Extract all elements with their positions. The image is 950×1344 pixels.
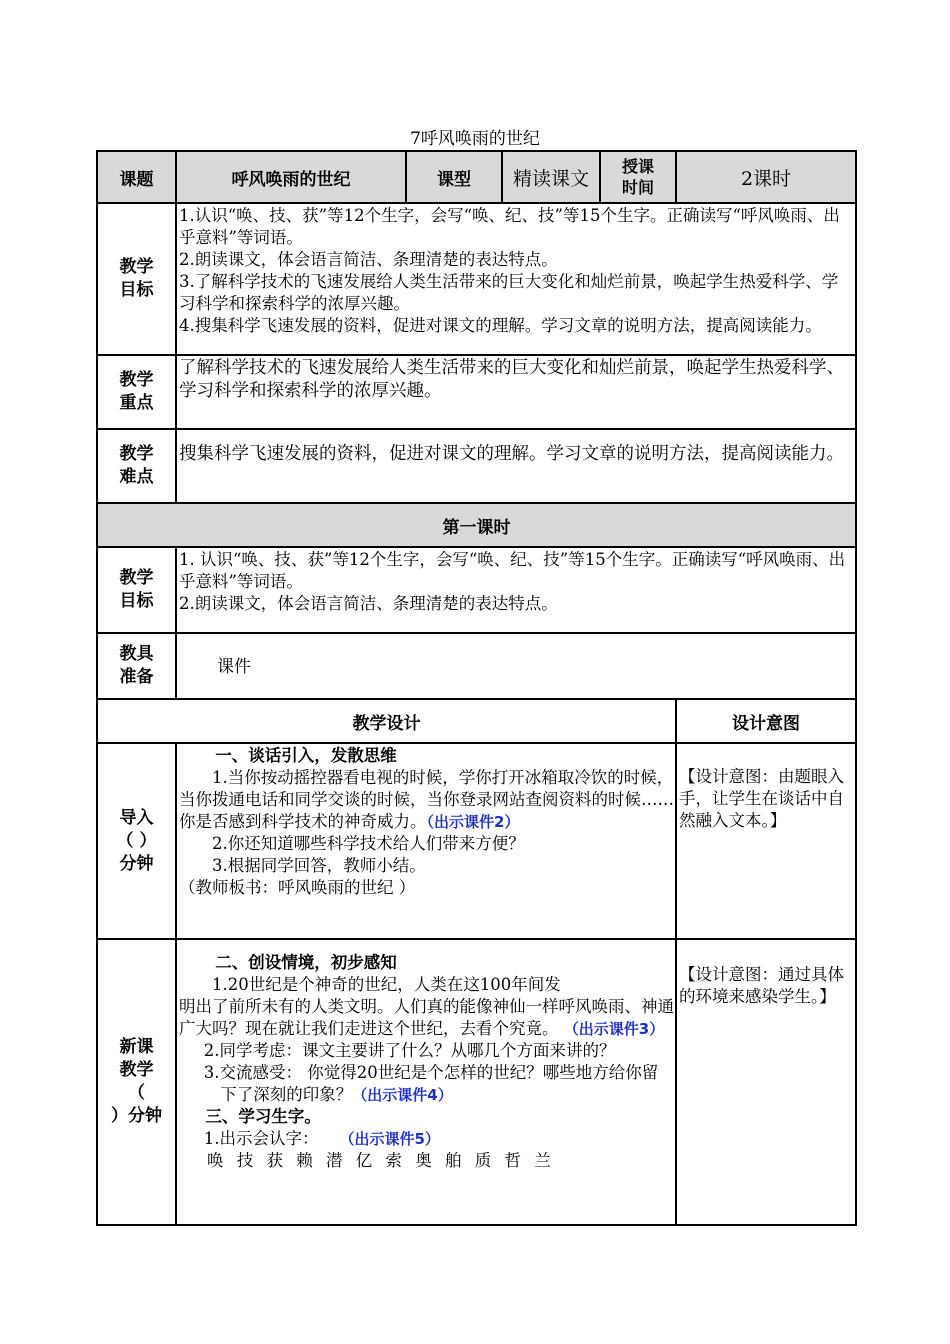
topic-value: 呼风唤雨的世纪 [176,151,406,203]
new-lesson-paragraph [179,1128,674,1150]
new-lesson-row [97,939,856,1225]
courseware-link[interactable]: （出示课件2） [426,813,520,831]
intro-label [97,743,176,939]
goals-label-line1: 教学 [119,257,154,277]
new-lesson-content [176,939,676,1225]
goal-item: 2.朗读课文，体会语言简洁、条理清楚的表达特点。 [179,250,558,269]
tools-label-line2: 准备 [119,667,154,687]
time-value: 2课时 [676,151,856,203]
key-points-text: 了解科学技术的飞速发展给人类生活带来的巨大变化和灿烂前景，唤起学生热爱科学、学习科学和探索科学的浓厚兴趣。 [179,358,844,401]
time-label [600,151,676,203]
new-lesson-label-line4: ）分钟 [111,1106,162,1126]
new-lesson-label-line3: （ [128,1083,145,1103]
recognition-characters: 唤 技 获 赖 潜 亿 索 奥 舶 质 哲 兰 [207,1151,555,1170]
new-lesson-intent: 【设计意图：通过具体的环境来感染学生。】 [676,939,856,1225]
intro-paragraph-text: 1.当你按动摇控器看电视的时候，学你打开冰箱取冷饮的时候，当你拨通电话和同学交谈的时候，当你登录网站查阅资料的时候……你是否感到科学技术的神奇威力。 [179,768,674,831]
intro-label-line1: 导入 [119,807,154,828]
goals-label-line2: 目标 [119,280,154,300]
new-lesson-paragraph: 1.20世纪是个神奇的世纪，人类在这100年间发 [212,975,561,994]
design-column-header: 教学设计 [97,699,676,743]
new-lesson-paragraph: 2.同学考虑：课文主要讲了什么？从哪几个方面来讲的？ [203,1041,616,1060]
lesson1-title: 第一课时 [97,503,856,547]
new-lesson-paragraph-text: 1.出示会认字： [203,1129,319,1148]
new-lesson-label-line1: 新课 [119,1037,154,1057]
lesson-plan-table [96,150,857,1226]
new-lesson-paragraph-text: 3.交流感受： 你觉得20世纪是个怎样的世纪？哪些地方给你留下了深刻的印象？ [203,1063,659,1104]
intro-board-note: （教师板书：呼风唤雨的世纪 ） [179,878,416,897]
goal-item: 3.了解科学技术的飞速发展给人类生活带来的巨大变化和灿烂前景，唤起学生热爱科学、学习科学和探索科学的浓厚兴趣。 [179,272,839,313]
key-points-row [97,355,856,429]
type-label: 课型 [406,151,502,203]
intro-content [176,743,676,939]
new-lesson-heading: 二、创设情境，初步感知 [215,953,397,972]
lesson1-goals-label-line2: 目标 [119,591,154,611]
key-points-label [97,355,176,429]
key-points-label-line2: 重点 [119,393,154,413]
new-lesson-label-line2: 教学 [119,1060,154,1080]
time-label-line2: 时间 [621,178,654,197]
new-lesson-heading: 三、学习生字。 [205,1107,321,1126]
courseware-link[interactable]: （出示课件3） [563,1020,665,1038]
goals-content [176,203,856,355]
difficulties-text: 搜集科学飞速发展的资料，促进对课文的理解。学习文章的说明方法，提高阅读能力。 [179,444,844,464]
lesson1-title-row [97,503,856,547]
key-points-content [176,355,856,429]
new-lesson-paragraph [179,996,674,1040]
goal-item: 1.认识“唤、技、获”等12个生字，会写“唤、纪、技”等15个生字。正确读写“呼风唤雨、出乎意料”等词语。 [179,206,840,247]
new-lesson-label [97,939,176,1225]
header-row [97,151,856,203]
difficulties-label-line2: 难点 [119,467,154,487]
intro-intent: 【设计意图：由题眼入手，让学生在谈话中自然融入文本。】 [676,743,856,939]
lesson1-goals-label-line1: 教学 [119,568,154,588]
tools-content: 课件 [176,633,856,699]
intro-label-line2: （ ） [116,830,157,851]
key-points-label-line1: 教学 [119,370,154,390]
intro-heading: 一、谈话引入，发散思维 [215,746,397,765]
difficulties-row [97,429,856,503]
new-lesson-paragraph [179,1062,674,1106]
intro-paragraph: 2.你还知道哪些科学技术给人们带来方便？ [212,834,525,853]
courseware-link[interactable]: （出示课件4） [352,1086,453,1104]
goals-row [97,203,856,355]
intro-paragraph [179,767,674,833]
time-label-line1: 授课 [621,157,654,176]
tools-label [97,633,176,699]
lesson1-goals-label [97,547,176,633]
difficulties-label [97,429,176,503]
type-value: 精读课文 [502,151,600,203]
goals-label [97,203,176,355]
intro-row [97,743,856,939]
lesson1-goals-row [97,547,856,633]
lesson1-goal-item: 2.朗读课文，体会语言简洁、条理清楚的表达特点。 [179,594,558,613]
intent-column-header: 设计意图 [676,699,856,743]
intro-label-line3: 分钟 [119,853,154,874]
tools-label-line1: 教具 [119,644,154,664]
courseware-link[interactable]: （出示课件5） [339,1130,440,1148]
difficulties-label-line1: 教学 [119,444,154,464]
lesson1-goals-content [176,547,856,633]
difficulties-content [176,429,856,503]
design-header-row [97,699,856,743]
topic-label: 课题 [97,151,176,203]
new-lesson-paragraph-text: 明出了前所未有的人类文明。人们真的能像神仙一样呼风唤雨、神通广大吗？现在就让我们走进这个世纪，去看个究竟。 [179,997,674,1038]
tools-row [97,633,856,699]
document-title: 7呼风唤雨的世纪 [410,129,540,149]
goal-item: 4.搜集科学飞速发展的资料，促进对课文的理解。学习文章的说明方法，提高阅读能力。 [179,316,822,335]
lesson1-goal-item: 1. 认识“唤、技、获”等12个生字，会写“唤、纪、技”等15个生字。正确读写“呼风唤雨、出乎意料”等词语。 [179,550,846,591]
intro-paragraph: 3.根据同学回答，教师小结。 [212,856,426,875]
